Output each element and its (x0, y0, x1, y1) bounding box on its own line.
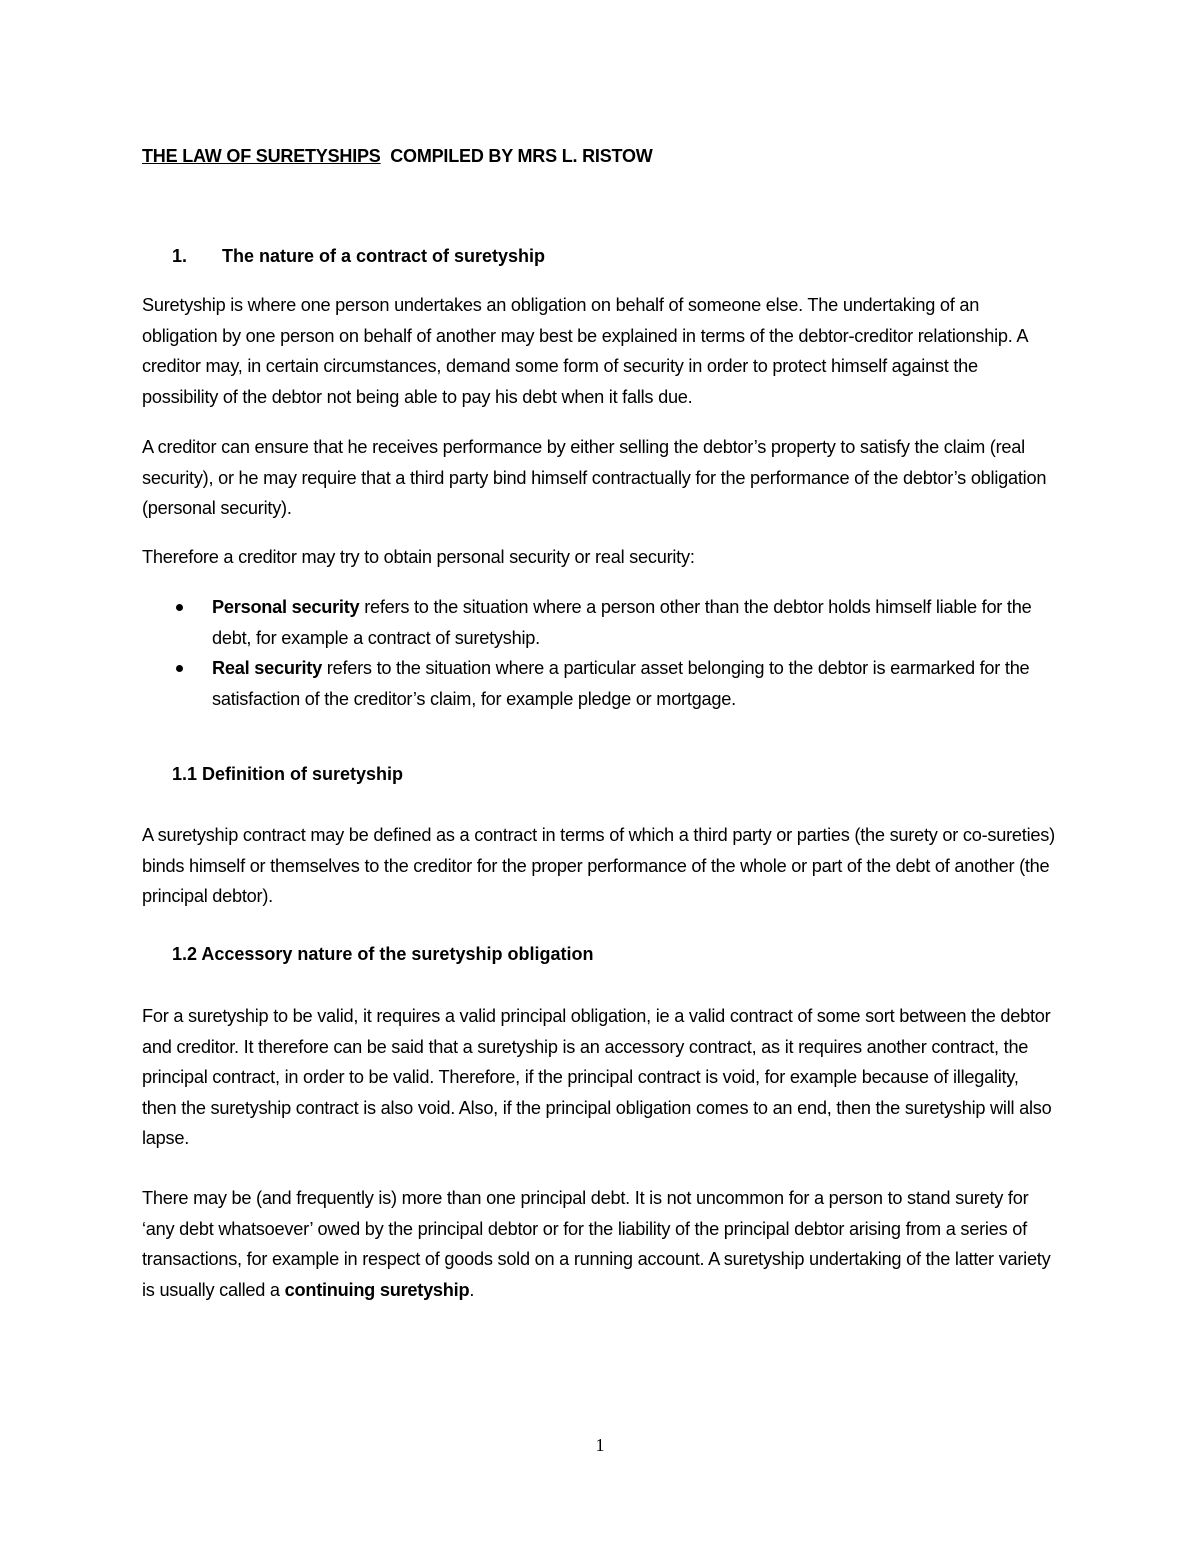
section-1-1-heading: 1.1 Definition of suretyship (172, 764, 404, 784)
section-1-2-paragraph-1: For a suretyship to be valid, it requires a valid principal obligation, ie a valid contract of some sort between the debtor and creditor. It therefore can be said that a suretyship is an accessory contract, as it requires another contract, the principal contract, in order to be valid. Therefore, if the principal contract is void, for example because of illegality, then the suretyship contract is also void. Also, if the principal obligation comes to an end, then the suretyship will also lapse. (142, 1006, 1052, 1149)
paragraph-2-end: . (469, 1279, 475, 1300)
section-1-heading-text: The nature of a contract of suretyship (222, 246, 546, 266)
page-number: 1 (595, 1435, 605, 1455)
bullet-dot-icon (176, 604, 183, 611)
section-1-paragraph-2: A creditor can ensure that he receives performance by either selling the debtor’s property to satisfy the claim (real security), or he may require that a third party bind himself contractually for the performance of the debtor’s obligation (personal security). (142, 437, 1047, 519)
document-title (142, 146, 653, 167)
section-1-2-heading: 1.2 Accessory nature of the suretyship obligation (172, 944, 594, 964)
section-1-paragraph-3: Therefore a creditor may try to obtain personal security or real security: (142, 547, 695, 567)
section-1-paragraph-1: Suretyship is where one person undertakes an obligation on behalf of someone else. The undertaking of an obligation by one person on behalf of another may best be explained in terms of the debtor-creditor relationship. A creditor may, in certain circumstances, demand some form of security in order to protect himself against the possibility of the debtor not being able to pay his debt when it falls due. (142, 295, 1028, 407)
title-underlined: THE LAW OF SURETYSHIPS (142, 146, 381, 166)
bullet-dot-icon (176, 665, 183, 672)
bullet-term: Real security (212, 658, 322, 679)
bullet-text: refers to the situation where a person other than the debtor holds himself liable for the debt, for example a contract of suretyship. (212, 597, 1032, 648)
section-1-heading (172, 246, 545, 267)
bullet-real-security (142, 653, 1057, 714)
bullet-term: Personal security (212, 597, 360, 617)
bullet-text: refers to the situation where a particular asset belonging to the debtor is earmarked for the satisfaction of the creditor’s claim, for example pledge or mortgage. (212, 658, 1030, 709)
section-1-number: 1. (172, 246, 188, 266)
continuing-suretyship-term: continuing suretyship (284, 1279, 470, 1300)
section-1-1-paragraph-1: A suretyship contract may be defined as a contract in terms of which a third party or parties (the surety or co-sureties) binds himself or themselves to the creditor for the proper performance of the whole or part of the debt of another (the principal debtor). (142, 825, 1055, 907)
section-1-2-paragraph-2 (142, 1183, 1057, 1305)
paragraph-2-text: There may be (and frequently is) more than one principal debt. It is not uncommon for a person to stand surety for ‘any debt whatsoever’ owed by the principal debtor or for the liability of the principal debtor arising from a series of transactions, for example in respect of goods sold on a running account. A suretyship undertaking of the latter variety is usually called a (142, 1188, 1051, 1300)
security-bullet-list (142, 592, 1057, 714)
bullet-personal-security (142, 592, 1057, 653)
title-compiled-by: COMPILED BY MRS L. RISTOW (390, 146, 653, 166)
